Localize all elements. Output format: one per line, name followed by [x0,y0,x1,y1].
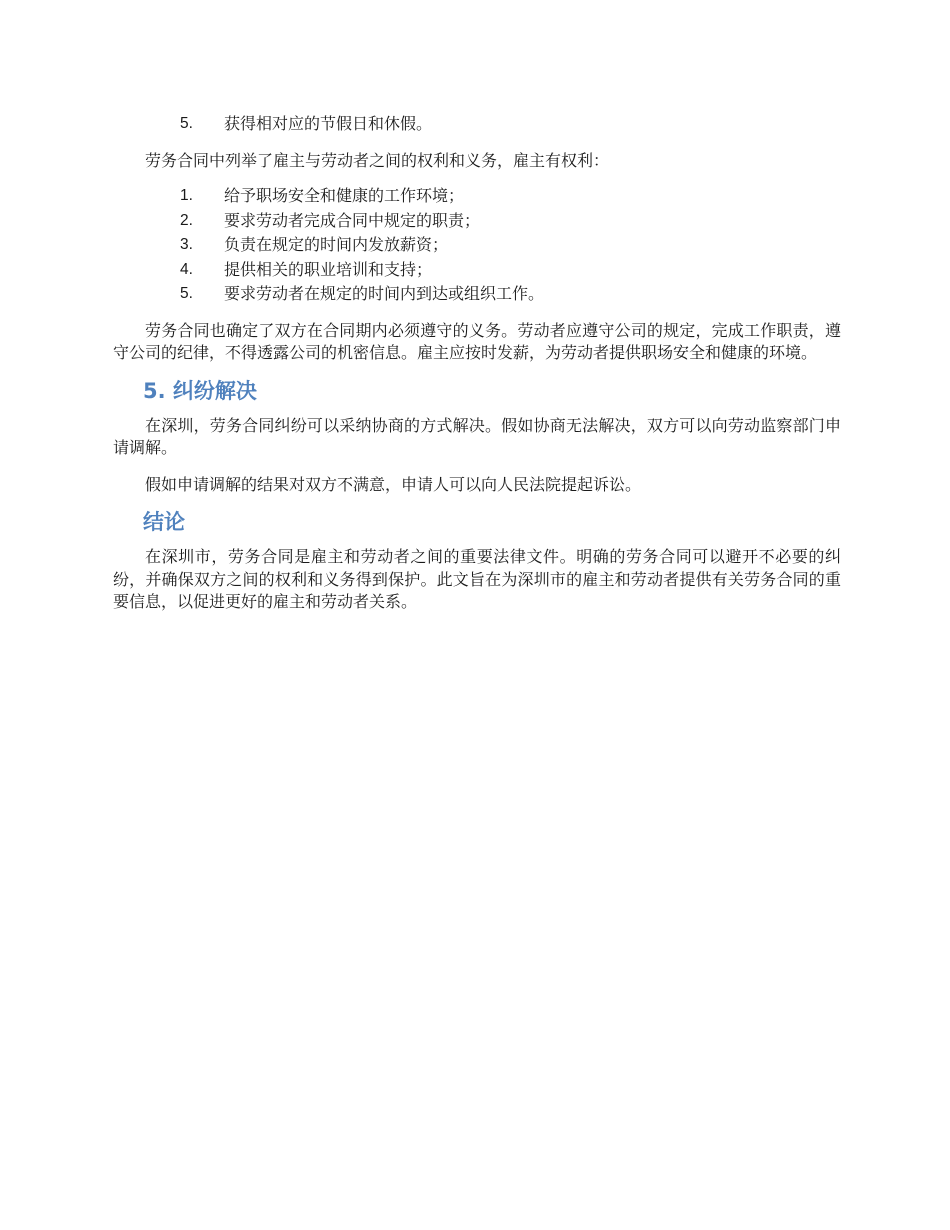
dispute-paragraph-2: 假如申请调解的结果对双方不满意，申请人可以向人民法院提起诉讼。 [145,474,642,494]
employer-rights-intro: 劳务合同中列举了雇主与劳动者之间的权利和义务，雇主有权利： [145,150,610,170]
list-item [113,282,841,307]
benefits-list [113,112,841,137]
list-item-number: 3. [180,236,193,253]
list-item [113,258,841,283]
obligations-paragraph: 劳务合同也确定了双方在合同期内必须遵守的义务。劳动者应遵守公司的规定，完成工作职责，遵守公司的纪律，不得透露公司的机密信息。雇主应按时发薪，为劳动者提供职场安全和健康的环境。 [113,320,841,362]
list-item-number: 5. [180,285,193,302]
list-item-number: 4. [180,260,193,278]
list-item-text: 给予职场安全和健康的工作环境； [224,186,465,205]
dispute-paragraph-1: 在深圳，劳务合同纠纷可以采纳协商的方式解决。假如协商无法解决，双方可以向劳动监察部门申请调解。 [113,415,841,457]
list-item-number: 1. [180,187,193,204]
list-item-text: 要求劳动者在规定的时间内到达或组织工作。 [224,284,545,303]
document-page [113,110,841,614]
list-item [113,209,841,234]
employer-rights-list [113,184,841,307]
list-item-number: 2. [180,211,193,229]
list-item [113,184,841,209]
list-item [113,233,841,258]
list-item-text: 获得相对应的节假日和休假。 [224,114,433,133]
list-item [113,112,841,137]
conclusion-paragraph: 在深圳市，劳务合同是雇主和劳动者之间的重要法律文件。明确的劳务合同可以避开不必要的纠纷，并确保双方之间的权利和义务得到保护。此文旨在为深圳市的雇主和劳动者提供有关劳务合同的重要信息，以促进更好的雇主和劳动者关系。 [113,547,841,611]
list-item-text: 负责在规定的时间内发放薪资； [224,235,449,254]
section-heading-conclusion: 结论 [143,510,185,534]
list-item-number: 5. [180,115,193,132]
list-item-text: 提供相关的职业培训和支持； [224,259,433,279]
list-item-text: 要求劳动者完成合同中规定的职责； [224,210,481,230]
section-heading-dispute: 5. 纠纷解决 [143,378,257,403]
